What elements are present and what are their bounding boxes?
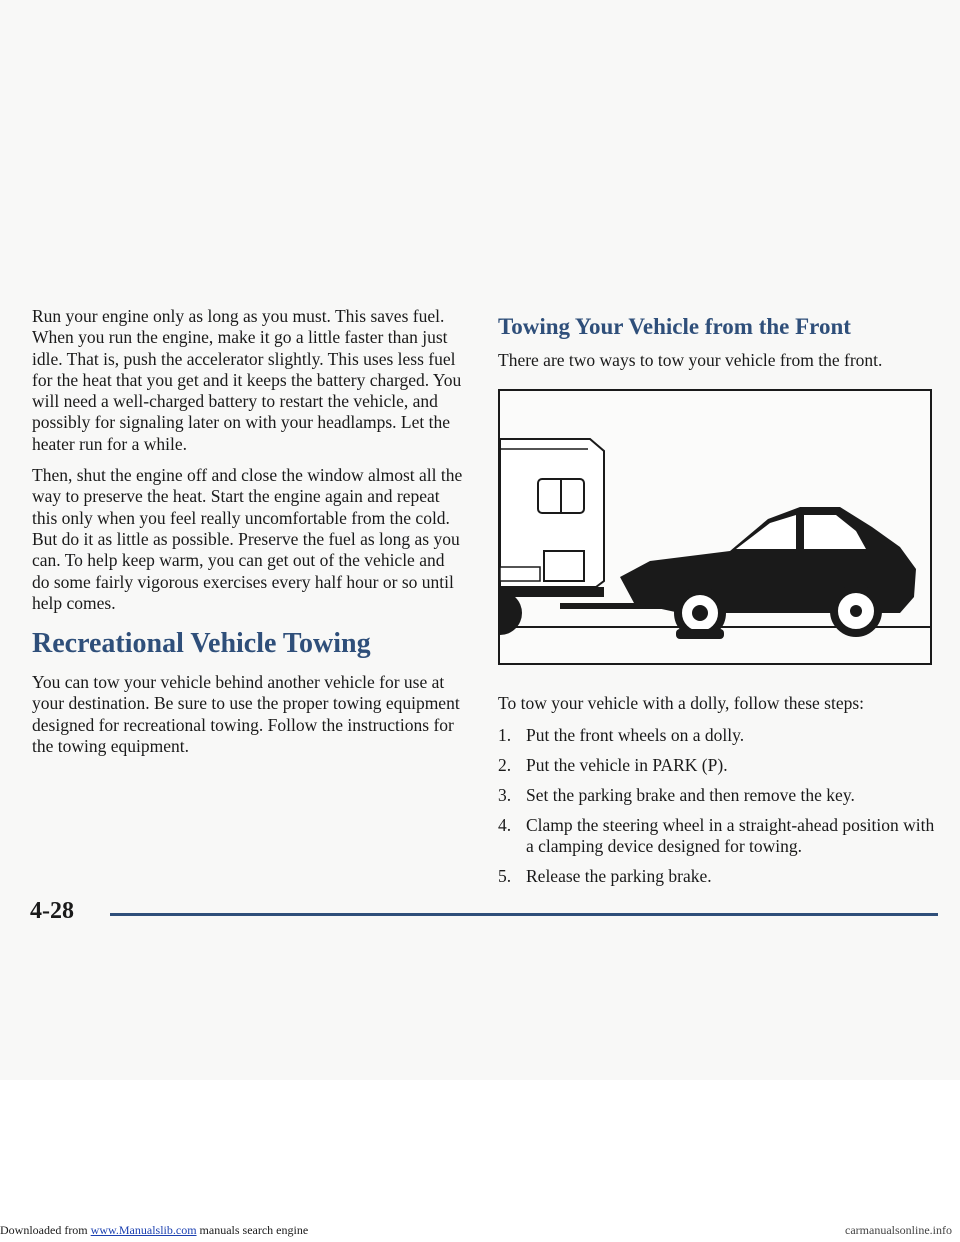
subsection-title: Towing Your Vehicle from the Front bbox=[498, 314, 851, 339]
manualslib-link[interactable]: www.Manualslib.com bbox=[90, 1223, 197, 1237]
section-paragraph: You can tow your vehicle behind another vehicle for use at your destination. Be sure to use the proper towing equipment designed for recreational towing. Follow the instructions for the towing equipment. bbox=[32, 672, 460, 757]
list-item: 1. Put the front wheels on a dolly. bbox=[498, 724, 745, 745]
download-bar bbox=[0, 1218, 960, 1242]
list-item: 3. Set the parking brake and then remove the key. bbox=[498, 784, 855, 805]
list-item: 2. Put the vehicle in PARK (P). bbox=[498, 754, 728, 775]
right-column bbox=[498, 312, 938, 896]
steps-list bbox=[498, 725, 938, 887]
section-title: Recreational Vehicle Towing bbox=[32, 628, 371, 660]
intro-paragraph: There are two ways to tow your vehicle from the front. bbox=[498, 350, 883, 370]
list-item: 4. Clamp the steering wheel in a straight-ahead position with a clamping device designed for towing. bbox=[498, 814, 935, 856]
body-paragraph: Then, shut the engine off and close the window almost all the way to preserve the heat. Start the engine again and repeat this only when you feel really uncomfortable from the cold. But do it as little as possible. Preserve the fuel as long as you can. To help keep warm, you can get out of the vehicle and do some fairly vigorous exercises every half hour or so until help comes. bbox=[32, 465, 463, 613]
watermark-text: carmanualsonline.info bbox=[845, 1223, 952, 1237]
towing-illustration bbox=[498, 389, 932, 665]
body-paragraph: Run your engine only as long as you must. This saves fuel. When you run the engine, make it go a little faster than just idle. That is, push the accelerator slightly. This uses less fuel for the heat that you get and it keeps the battery charged. You will need a well-charged battery to restart the vehicle, and possibly for signaling later on with your headlamps. Let the heater run for a while. bbox=[32, 306, 462, 454]
page-number: 4-28 bbox=[30, 898, 74, 924]
tow-vehicle-drawing bbox=[500, 391, 930, 663]
steps-intro: To tow your vehicle with a dolly, follow these steps: bbox=[498, 693, 865, 714]
footer-rule bbox=[110, 913, 938, 916]
list-item: 5. Release the parking brake. bbox=[498, 865, 712, 886]
download-notice: Downloaded from www.Manualslib.com manuals search engine bbox=[0, 1223, 309, 1237]
left-column bbox=[32, 306, 464, 767]
